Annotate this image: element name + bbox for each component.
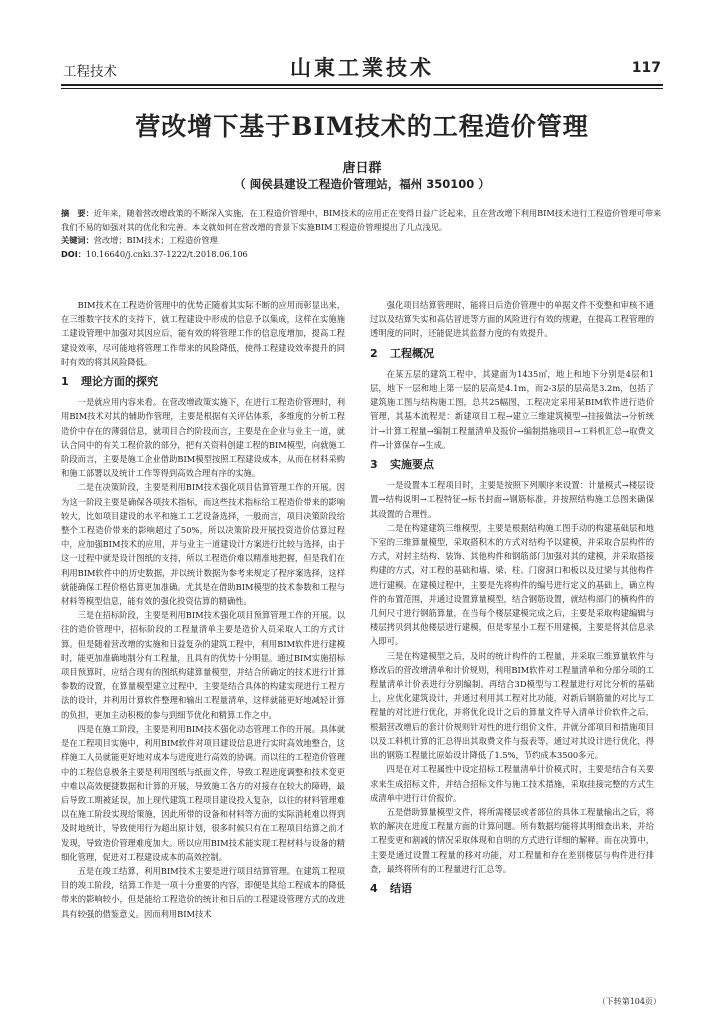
section-heading <box>370 882 654 896</box>
right-column <box>370 298 654 902</box>
author: 唐日群 <box>342 161 382 176</box>
paragraph: 三是在构建模型之后，及时的统计构件的工程量，并采取三维算量软件与修改后的营改增清单和计价规则，利用BIM软件对工程量清单和分部分项的工程量清单计价表进行分别编制。再结合3D模型与工程量进行对比分析的基础上，应优化建筑设计，并通过利用其工程对比功能，对新后钢筋量的对比与工程量的对比进行优化，并将优化设计之后的算量文件导入清单计价软件之后，根据营改增后的套计价规则针对性的进行组价文件，并就分部项目和措施项目以及工料机计算的汇总得出其取费文件与报表等，通过对其设计进行优化，得出的钢筋工程量比原始设计降低了1.5%，节约成本3500多元。 <box>370 650 654 761</box>
section-number: 2 <box>370 346 378 360</box>
section-title: 工程概况 <box>390 346 434 360</box>
affiliation: （ 闽侯县建设工程造价管理站，福州 350100 ） <box>234 177 490 191</box>
intro-paragraph: BIM技术在工程造价管理中的优势正随着其实际不断的应用而彰显出来，在三维数字技术的支持下，就工程建设中形成的信息予以集成，这样在实施施工建设管理中加强对其因应后，能有效的将管理工作的信息度增加，提高工程建设效率，尽可能地将管理工作带来的风险降低，使得工程建设效率提升的同时有效的将其风险降低。 <box>61 300 345 367</box>
section-title: 实施要点 <box>390 458 434 472</box>
paragraph: 四是在施工阶段，主要是利用BIM技术强化动态管理工作的开展。具体就是在工程项目实施中，利用BIM软件对项目建设信息进行实时高效地整合，这样施工人员就能更好地对成本与进度进行高效的协调。而以往的工程造价管理中的工程信息极条主要是利用图纸与纸面文件，导致工程进度调整和技术变更中难以高效便捷数据和计算的开展，导致施工各方的对接存在较大的障碍，最后导致工期被延误，加上现代建筑工程项目建设投入复杂，以往的材料管理难以在施工阶段实现给策施，因此所带的设备和材料等方面的实际消耗难以得到及时地统计，导致使用行为超出原计划，很多时候只有在工程项目结算之前才发现，导致造价管理难度加大。所以应用BIM技术能实现工程材料与设备的精细化管理，促进对工程建设成本的高效控制。 <box>61 723 345 862</box>
abstract-block <box>61 207 664 261</box>
left-column <box>61 298 345 921</box>
paragraph: 四是在对工程属性中设定招标工程量清单计价模式时，主要是结合有关要求来生成招标文件，并结合招标文件与施工技术措施，采取挂接完整的方式生成清单中进行计价报价。 <box>370 764 654 803</box>
header-left: 工程技术 <box>63 64 117 80</box>
section-number: 3 <box>370 458 378 472</box>
keywords-label: 关键词： <box>61 235 94 245</box>
doi-label: DOI： <box>61 248 86 259</box>
section-title: 结语 <box>390 881 412 895</box>
abstract-text: 近年来，随着营改增政策的不断深入实施，在工程造价管理中，BIM技术的应用正在变得日益广泛起来，且在营改增下利用BIM技术进行工程造价管理可带来我们不易的如强对其的优化和完善。本文就如何在营改增的背景下实施BIM工程造价管理提出了几点浅见。 <box>61 208 662 232</box>
paragraph: 三是在招标阶段，主要是利用BIM技术强化项目预算管理工作的开展。以往的造价管理中，招标阶段的工程量清单主要是造价人员采取人工的方式计算。但是随着营改增的实施和日益复杂的建筑工程中，利用BIM软件进行建模时，能更加准确地制分有工程量，且具有的优势十分明显。通过BIM实施招标项目预算时，应结合现有的图纸构建算量模型，并结合所确定的技术进行计算参数的设置，在算量模型建立过程中，主要是结合具体的构建实现进行工程方法的设计，并利用计算软件整理和输出工程量清单，这样就能更好地减轻计算的负担，更加主动积极的参与到细节优化和精算工作之中。 <box>61 610 345 720</box>
article-title: 营改增下基于BIM技术的工程造价管理 <box>135 112 589 141</box>
doi-text: 10.16640/j.cnki.37-1222/t.2018.06.106 <box>86 248 248 259</box>
header-rule <box>61 84 663 86</box>
section-heading <box>61 375 345 389</box>
paragraph: 五是借助算量模型文件，将所需楼层或者部位的具体工程量输出之后，将软的解决在进度工程量方面的计算问题。所有数据均能将其明细查出来，并给工程变更和割减的情况采取体现和自明的方式进行详细的解释。而在决算中，主要是通过设置工程量的移对功能，对工程量和存在差别楼层与构件进行排查，最终将所有的工程量进行汇总等。 <box>370 806 654 874</box>
doi <box>61 248 664 262</box>
paragraph: 强化项目结算管理时，能将日后造价管理中的单据文件不变整和审核不通过以及结算失实和高估冒进等方面的风险进行有效的规避，在提高工程管理的透明度的同时，还能促进其监督力度的有效提升。 <box>370 300 654 339</box>
paragraph: 在某五层的建筑工程中，其建面为1435㎡，地上和地下分别是4层和1层，地下一层和地上第一层的层高是4.1m，而2-3层的层高是3.2m，包括了建筑施工图与结构施工图，总共25幅图，工程决定采用某BIM软件进行造价管理，其基本流程是：新建项目工程→建立三维建筑模型→挂接做法→分析统计→计算工程量→编制工程量清单及报价→编制措施项目→工料机汇总→取费文件→计算保存→生成。 <box>370 368 654 450</box>
section-heading <box>370 347 654 361</box>
keywords <box>61 234 664 248</box>
paragraph: 五是在竣工结算，利用BIM技术主要是进行项目结算管理。在建筑工程项目的竣工阶段，结算工作是一项十分重要的内容，即便是其给工程成本的降低带来的影响较小，但是能给工程造价的统计和日后的工程建设管理方式的改进具有较强的借鉴意义。因而利用BIM技术 <box>61 865 345 919</box>
page-number: 117 <box>631 60 661 76</box>
continuation-note: （下转第104页） <box>597 997 661 1006</box>
paragraph: 二是在决策阶段，主要是利用BIM技术强化项目估算管理工作的开展。因为这一阶段主要是确保各项技术指标，而这些技术指标给工程造价带来的影响较大，比如项目建设的水平和施工工艺设备选择，一般而言，项目决策阶段给整个工程造价带来的影响超过了50%，所以决策阶段开展投资造价估算过程中，应加强BIM技术的应用，并与业主一道建设计方案进行比较与选择，由于这一过程中就是设计图纸的支持，所以工程造价难以精准地把握，但是我们在利用BIM软件中的历史数据，并以统计数据为参考来规定了程序案选择，这样就能确保工程价格估算更加准确。尤其是在借助BIM模型的技术参数和工程与材料等模型信息，能有效的强化投资估算的精确性。 <box>61 482 345 607</box>
journal-title: 山東工業技术 <box>290 55 434 80</box>
section-number: 4 <box>370 881 378 895</box>
section-number: 1 <box>61 375 69 389</box>
header-rule-thin <box>61 88 663 89</box>
paragraph: 二是在构建建筑三维模型，主要是根据结构施工图手动的构建基础层和地下室的三维算量模型，采取搭积木的方式对结构予以建模，并采取合层构件的方式，对封主结构、装饰、其他构件和钢筋部门加强对其的建模，并采取搭接构建的方式，对工程的基础和墙、梁、柱、门窗洞口和板以及过梁与其他构件进行建模。在建模过程中，主要是先将构件的编号进行定义的基础上，确立构件的布置范围，并通过设置算量模型，结合钢筋设置，就结构部门的横构件的几何尺寸进行钢筋算量，在当每个楼层建模完成之后，主要是采取构建编辑与楼层拷贝到其他楼层进行建模，但是零星小工程不用建模，主要是将其信息录入即可。 <box>370 522 654 647</box>
keywords-text: 营改增；BIM技术；工程造价管理 <box>93 235 218 245</box>
abstract-label: 摘 要： <box>61 208 94 218</box>
section-title: 理论方面的探究 <box>81 375 158 389</box>
abstract <box>61 207 664 234</box>
paragraph: 一是设置本工程项目时，主要是按照下列顺序来设置：计量模式→楼层设置→结构说明→工程特征→标书封面→钢筋标准，并按照结构施工总图来确保其设置的合理性。 <box>370 480 654 519</box>
paragraph: 一是就应用内容来看。在营改增政策实施下，在进行工程造价管理时，利用BIM技术对其的辅助作管理，主要是根据有关评估体系，多维度的分析工程造价中存在的薄弱信息，就项目合约阶段而言，主要是在企业与业主一道，就认合同中的有关工程价款的部分，把有关资料创建工程的BIM模型，向就施工阶段而言，主要是施工企业借助BIM模型按照工程建设成本，从而在材料采购和施工部署以及统计工作等得到高效合理有序的实施。 <box>61 397 345 479</box>
section-heading <box>370 458 654 472</box>
